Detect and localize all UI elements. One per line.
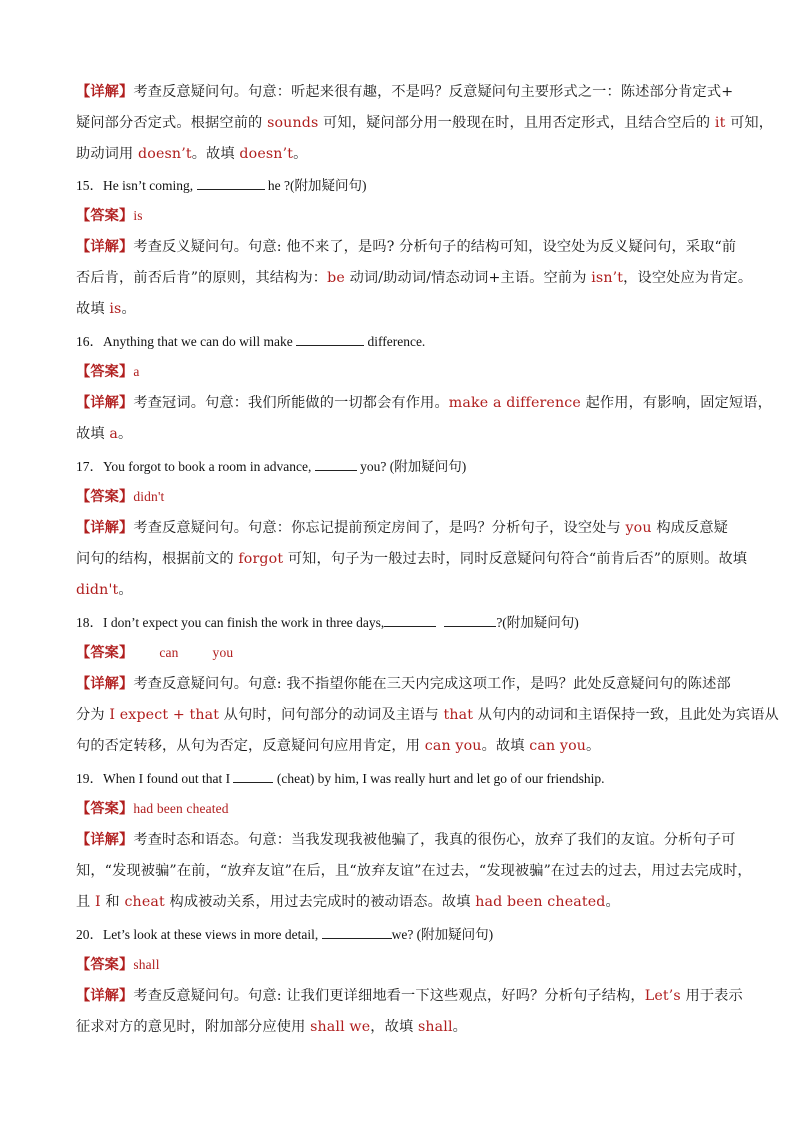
explanation-text: 考查反义疑问句。句意: 他不来了，是吗? 分析句子的结构可知，设空处为反义疑问句，采取“前: [133, 239, 737, 255]
highlighted-term: Let’s: [644, 988, 681, 1004]
answer-blank: [197, 175, 265, 190]
answer-value: is: [133, 208, 143, 223]
answer-blank: [322, 924, 392, 939]
answer-blank: [444, 612, 496, 627]
highlighted-term: you: [625, 520, 652, 536]
explanation-text: 问句的结构，根据前文的: [76, 551, 239, 567]
highlighted-term: had been cheated: [475, 894, 606, 910]
explanation-line: [76, 986, 743, 1006]
question-text-before: He isn’t coming,: [103, 178, 197, 193]
explanation-line: [76, 830, 736, 850]
explanation-text: 句的否定转移，从句为否定，反意疑问句应用肯定，用: [76, 738, 425, 754]
explanation-text: 构成被动关系，用过去完成时的被动语态。故填: [164, 894, 476, 910]
explanation-line: [76, 113, 773, 133]
explanation-text: 考查反意疑问句。句意：听起来很有趣，不是吗？反意疑问句主要形式之一：陈述部分肯定式+: [133, 84, 734, 100]
explanation-label: 【详解】: [76, 239, 134, 255]
explanation-line: [76, 549, 747, 569]
answer-line: [76, 362, 140, 382]
explanation-text: 故填: [76, 301, 110, 317]
explanation-text: 考查时态和语态。句意：当我发现我被他骗了，我真的很伤心，放弃了我们的友谊。分析句子可: [133, 832, 736, 848]
highlighted-term: a: [109, 426, 118, 442]
question-line: [76, 331, 425, 352]
question-text-after: you? (附加疑问句): [356, 459, 467, 474]
question-line: [76, 456, 466, 477]
answer-line: [76, 487, 164, 507]
answer-blank: [384, 612, 436, 627]
explanation-text: 构成反意疑: [651, 520, 729, 536]
explanation-text: 可知，句子为一般过去时，同时反意疑问句符合“前肯后否”的原则。故填: [283, 551, 748, 567]
answer-line: [76, 799, 229, 819]
question-text-before: When I found out that I: [103, 771, 234, 786]
answer-line: [76, 955, 160, 975]
answer-value: didn't: [133, 489, 165, 504]
highlighted-term: sounds: [267, 115, 319, 131]
explanation-text: 可知，: [725, 115, 774, 131]
explanation-line: [76, 518, 728, 538]
explanation-text: 。故填: [481, 738, 530, 754]
explanation-line: [76, 580, 133, 600]
explanation-text: 。故填: [191, 146, 240, 162]
question-number: 16．: [76, 334, 103, 349]
explanation-text: 。: [452, 1019, 467, 1035]
highlighted-term: it: [714, 115, 726, 131]
answer-label: 【答案】: [76, 801, 134, 817]
explanation-text: 起作用，有影响，固定短语，: [580, 395, 772, 411]
explanation-text: ，故填: [370, 1019, 418, 1035]
explanation-line: [76, 736, 600, 756]
highlighted-term: be: [327, 270, 345, 286]
explanation-text: ，设空处应为肯定。: [623, 270, 753, 286]
highlighted-term: I expect + that: [109, 707, 220, 723]
highlighted-term: I: [95, 894, 101, 910]
explanation-line: [76, 82, 733, 102]
highlighted-term: doesn’t: [239, 146, 294, 162]
explanation-text: 考查反意疑问句。句意：你忘记提前预定房间了，是吗？分析句子，设空处与: [133, 520, 626, 536]
explanation-label: 【详解】: [76, 988, 134, 1004]
explanation-text: 。: [121, 301, 136, 317]
answer-blank: [315, 456, 357, 471]
question-text-after: we? (附加疑问句): [391, 927, 494, 942]
answer-value: you: [212, 645, 234, 660]
explanation-line: [76, 705, 779, 725]
explanation-text: 动词/助动词/情态动词+主语。空前为: [344, 270, 592, 286]
explanation-line: [76, 268, 752, 288]
question-text-before: You forgot to book a room in advance,: [103, 459, 315, 474]
highlighted-term: cheat: [124, 894, 165, 910]
explanation-text: 可知，疑问部分用一般现在时，且用否定形式，且结合空后的: [318, 115, 715, 131]
explanation-text: 和: [100, 894, 125, 910]
explanation-text: 。: [293, 146, 308, 162]
explanation-text: 分为: [76, 707, 110, 723]
explanation-line: [76, 1017, 467, 1037]
answer-label: 【答案】: [76, 208, 134, 224]
question-number: 17．: [76, 459, 103, 474]
question-text-after: he ?(附加疑问句): [264, 178, 367, 193]
highlighted-term: shall we: [310, 1019, 371, 1035]
explanation-text: 用于表示: [680, 988, 743, 1004]
answer-label: 【答案】: [76, 957, 134, 973]
explanation-text: 考查冠词。句意：我们所能做的一切都会有作用。: [133, 395, 449, 411]
question-number: 20．: [76, 927, 103, 942]
explanation-text: 否后肯，前否后肯”的原则，其结构为：: [76, 270, 328, 286]
question-line: [76, 612, 579, 633]
question-line: [76, 175, 366, 196]
highlighted-term: didn't: [76, 582, 119, 598]
explanation-text: 故填: [76, 426, 110, 442]
answer-line: [76, 206, 143, 226]
answer-blank: [233, 768, 273, 783]
answer-label: 【答案】: [76, 489, 134, 505]
highlighted-term: that: [443, 707, 474, 723]
explanation-label: 【详解】: [76, 520, 134, 536]
explanation-line: [76, 674, 731, 694]
question-number: 15．: [76, 178, 103, 193]
highlighted-term: make a difference: [448, 395, 581, 411]
answer-line: [76, 643, 233, 663]
question-text-before: I don’t expect you can finish the work in three days,: [103, 615, 385, 630]
explanation-text: 考查反意疑问句。句意: 让我们更详细地看一下这些观点，好吗？分析句子结构，: [133, 988, 645, 1004]
explanation-text: 疑问部分否定式。根据空前的: [76, 115, 268, 131]
question-number: 18．: [76, 615, 103, 630]
explanation-text: 助动词用: [76, 146, 139, 162]
explanation-line: [76, 393, 772, 413]
highlighted-term: forgot: [238, 551, 284, 567]
question-text-after: difference.: [364, 334, 426, 349]
explanation-text: 且: [76, 894, 95, 910]
answer-value: had been cheated: [133, 801, 229, 816]
explanation-label: 【详解】: [76, 84, 134, 100]
question-text-before: Let’s look at these views in more detail,: [103, 927, 322, 942]
highlighted-term: isn’t: [591, 270, 624, 286]
answer-blank: [296, 331, 364, 346]
highlighted-term: can you: [424, 738, 482, 754]
explanation-text: 考查反意疑问句。句意: 我不指望你能在三天内完成这项工作，是吗？此处反意疑问句的陈述部: [133, 676, 731, 692]
question-text-after: (cheat) by him, I was really hurt and let go of our friendship.: [273, 771, 605, 786]
highlighted-term: doesn’t: [138, 146, 192, 162]
answer-value: can: [159, 645, 179, 660]
question-text-before: Anything that we can do will make: [103, 334, 297, 349]
question-number: 19．: [76, 771, 103, 786]
explanation-label: 【详解】: [76, 676, 134, 692]
explanation-label: 【详解】: [76, 832, 134, 848]
highlighted-term: shall: [417, 1019, 453, 1035]
question-text-after: ?(附加疑问句): [496, 615, 579, 630]
explanation-label: 【详解】: [76, 395, 134, 411]
explanation-line: [76, 861, 752, 881]
explanation-line: [76, 237, 736, 257]
question-line: [76, 924, 493, 945]
answer-label: 【答案】: [76, 364, 134, 380]
highlighted-term: is: [109, 301, 122, 317]
explanation-line: [76, 892, 620, 912]
explanation-text: 从句时，问句部分的动词及主语与: [219, 707, 444, 723]
explanation-text: 。: [117, 426, 133, 442]
explanation-text: 知，“发现被骗”在前，“放弃友谊”在后，且“放弃友谊”在过去，“发现被骗”在过去的过去，用过去完成时，: [76, 863, 752, 879]
answer-value: shall: [133, 957, 160, 972]
answer-label: 【答案】: [76, 645, 134, 661]
answer-value: a: [133, 364, 140, 379]
highlighted-term: can you: [529, 738, 587, 754]
explanation-line: [76, 144, 307, 164]
explanation-line: [76, 424, 132, 444]
explanation-text: 。: [586, 738, 601, 754]
question-line: [76, 768, 605, 789]
explanation-line: [76, 299, 136, 319]
explanation-text: 。: [605, 894, 620, 910]
explanation-text: 。: [118, 582, 133, 598]
explanation-text: 从句内的动词和主语保持一致，且此处为宾语从: [473, 707, 779, 723]
explanation-text: 征求对方的意见时，附加部分应使用: [76, 1019, 311, 1035]
